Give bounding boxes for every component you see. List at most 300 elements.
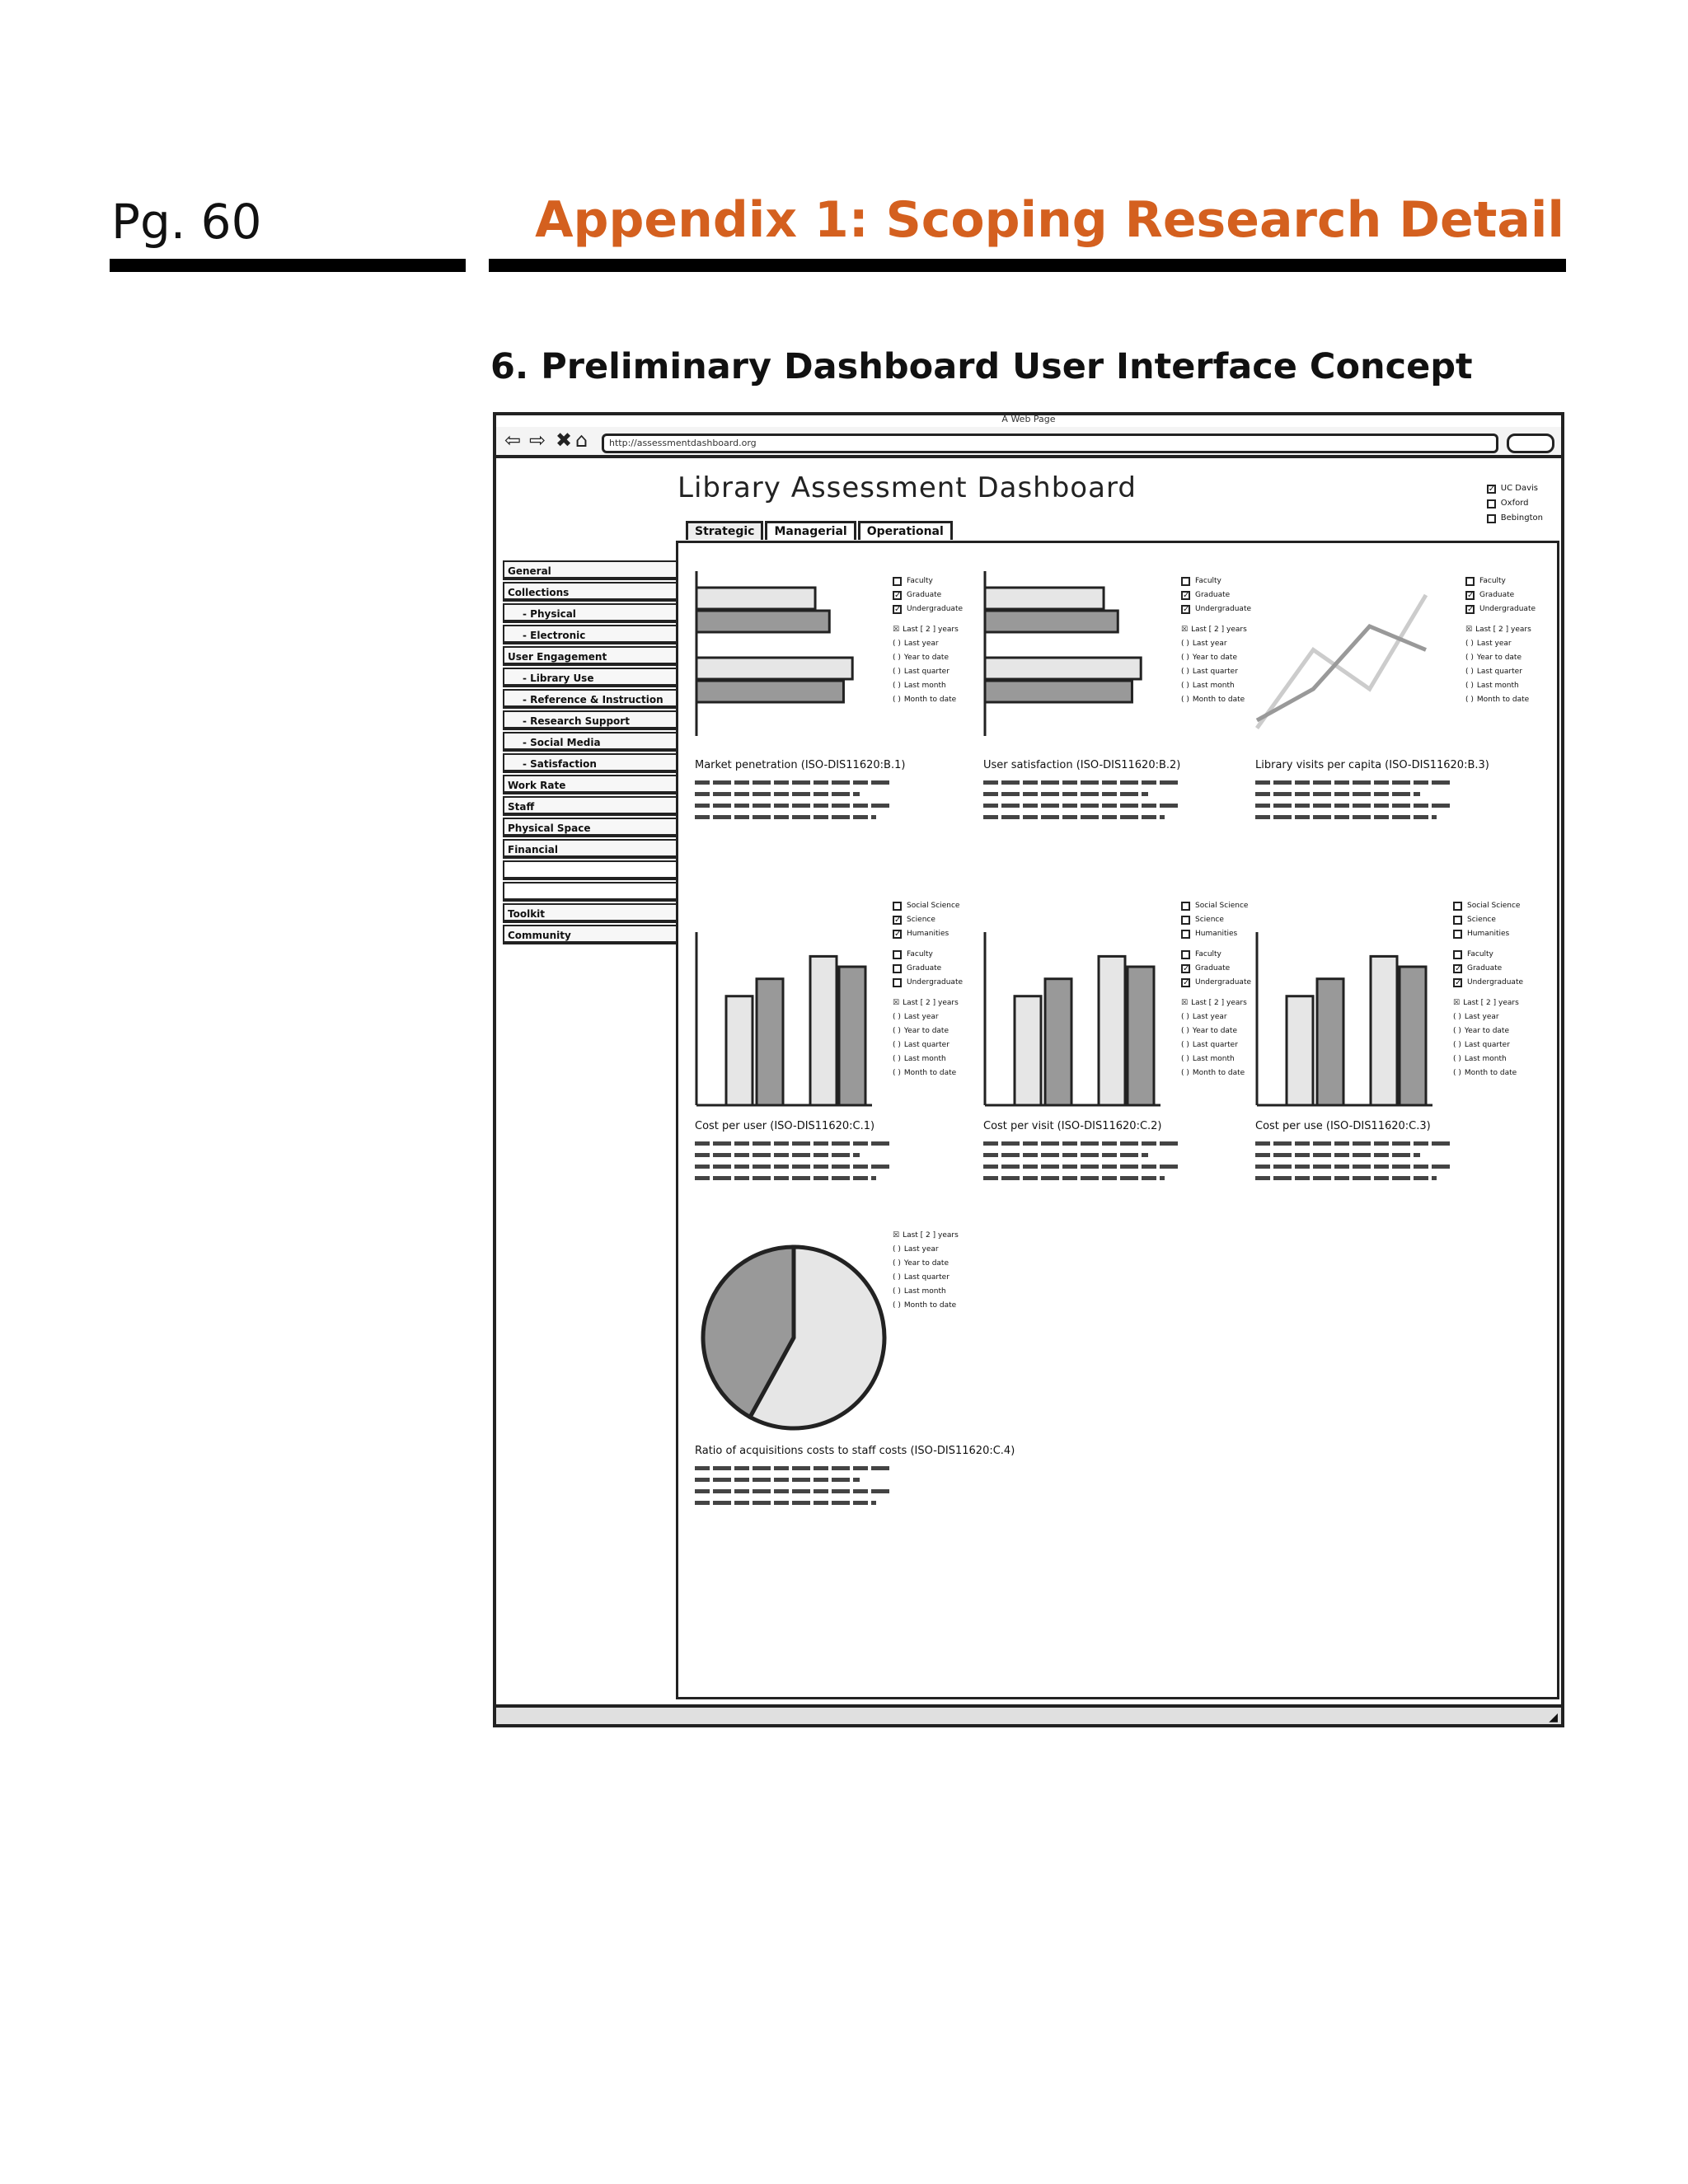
checkbox-icon[interactable] bbox=[1181, 930, 1190, 939]
period-option[interactable] bbox=[893, 1229, 959, 1243]
sidebar-item[interactable]: - Library Use bbox=[503, 668, 679, 687]
chart-widget bbox=[1255, 555, 1536, 884]
period-option[interactable] bbox=[1181, 665, 1251, 679]
period-label: Year to date bbox=[1476, 654, 1522, 662]
radio-icon[interactable]: ( ) bbox=[893, 696, 901, 704]
radio-icon[interactable]: ( ) bbox=[893, 668, 901, 676]
period-option[interactable] bbox=[893, 1010, 963, 1024]
period-option[interactable] bbox=[893, 1066, 963, 1080]
chart-widget bbox=[695, 555, 967, 884]
period-label: Month to date bbox=[903, 1069, 957, 1077]
period-option[interactable] bbox=[1181, 1024, 1251, 1038]
checkbox-label: Oxford bbox=[1500, 499, 1529, 508]
chart-widget bbox=[695, 1206, 1015, 1535]
period-option[interactable] bbox=[1181, 637, 1251, 651]
period-label: Last quarter bbox=[903, 1041, 950, 1049]
checkbox-icon[interactable]: ✓ bbox=[1467, 591, 1475, 600]
radio-icon[interactable]: ☒ bbox=[1181, 626, 1189, 634]
checkbox-icon[interactable]: ✓ bbox=[894, 930, 902, 939]
user-group-checkbox[interactable] bbox=[1453, 948, 1523, 962]
radio-icon[interactable]: ( ) bbox=[1465, 668, 1474, 676]
tab-strategic[interactable]: Strategic bbox=[686, 521, 763, 540]
checkbox-icon[interactable] bbox=[893, 978, 902, 987]
sidebar-item[interactable]: Staff bbox=[503, 796, 679, 816]
sidebar-item[interactable]: - Physical bbox=[503, 603, 679, 623]
filter-options bbox=[893, 574, 963, 707]
period-option[interactable] bbox=[1181, 651, 1251, 665]
user-group-checkbox[interactable] bbox=[893, 976, 963, 990]
period-option[interactable] bbox=[893, 1271, 959, 1285]
chart-widget bbox=[695, 899, 967, 1229]
bar bbox=[985, 658, 1141, 679]
placeholder-line bbox=[695, 1478, 860, 1482]
checkbox-label: Social Science bbox=[1195, 902, 1249, 910]
placeholder-line bbox=[695, 1141, 893, 1146]
sidebar-item[interactable]: General bbox=[503, 560, 679, 580]
section-title: 6. Preliminary Dashboard User Interface Concept bbox=[490, 346, 1473, 387]
period-label: Month to date bbox=[903, 696, 957, 704]
radio-icon[interactable]: ( ) bbox=[1465, 654, 1474, 662]
spacer bbox=[1465, 616, 1536, 623]
radio-icon[interactable]: ( ) bbox=[893, 1055, 901, 1063]
period-option[interactable] bbox=[1453, 1024, 1523, 1038]
chart-caption: Cost per user (ISO-DIS11620:C.1) bbox=[695, 1120, 875, 1132]
radio-icon[interactable]: ( ) bbox=[893, 682, 901, 690]
user-group-checkbox[interactable] bbox=[1181, 574, 1251, 588]
radio-icon[interactable]: ( ) bbox=[893, 1287, 901, 1296]
sidebar-item[interactable]: Work Rate bbox=[503, 775, 679, 794]
checkbox-label: Humanities bbox=[1195, 930, 1238, 938]
discipline-checkbox[interactable] bbox=[1181, 913, 1251, 927]
radio-icon[interactable]: ( ) bbox=[893, 1273, 901, 1282]
radio-icon[interactable]: ☒ bbox=[1453, 999, 1461, 1007]
period-option[interactable] bbox=[893, 693, 963, 707]
period-option[interactable] bbox=[893, 623, 963, 637]
user-group-checkbox[interactable] bbox=[1465, 588, 1536, 602]
radio-icon[interactable]: ( ) bbox=[893, 1301, 901, 1310]
user-group-checkbox[interactable] bbox=[893, 588, 963, 602]
chart-svg bbox=[983, 932, 1160, 1105]
placeholder-line bbox=[1255, 1153, 1420, 1157]
checkbox-label: Graduate bbox=[907, 964, 942, 972]
chart-widget bbox=[983, 555, 1255, 884]
browser-status-bar bbox=[496, 1704, 1561, 1724]
period-option[interactable] bbox=[893, 1257, 959, 1271]
institution-checkbox[interactable] bbox=[1487, 511, 1543, 526]
period-option[interactable] bbox=[1181, 693, 1251, 707]
placeholder-line bbox=[695, 1466, 893, 1470]
sidebar-item[interactable]: User Engagement bbox=[503, 646, 679, 666]
bar bbox=[839, 967, 865, 1105]
checkbox-label: Faculty bbox=[907, 950, 933, 958]
checkbox-icon[interactable] bbox=[893, 902, 902, 911]
user-group-checkbox[interactable] bbox=[893, 574, 963, 588]
radio-icon[interactable]: ( ) bbox=[893, 654, 901, 662]
checkbox-icon[interactable] bbox=[893, 964, 902, 973]
checkbox-label: Science bbox=[1467, 916, 1496, 924]
sidebar-item[interactable]: Physical Space bbox=[503, 818, 679, 837]
placeholder-line bbox=[1255, 1176, 1437, 1180]
series-line bbox=[1257, 626, 1426, 720]
user-group-checkbox[interactable] bbox=[1465, 602, 1536, 616]
period-label: Last quarter bbox=[1464, 1041, 1510, 1049]
user-group-checkbox[interactable] bbox=[1181, 962, 1251, 976]
period-option[interactable] bbox=[1453, 1052, 1523, 1066]
period-label: Last quarter bbox=[903, 668, 950, 676]
checkbox-icon[interactable] bbox=[893, 950, 902, 959]
radio-icon[interactable]: ( ) bbox=[1181, 1013, 1189, 1021]
radio-icon[interactable]: ( ) bbox=[1465, 640, 1474, 648]
period-label: Last month bbox=[1192, 1055, 1235, 1063]
forward-arrow-icon[interactable]: ⇨ bbox=[529, 429, 546, 452]
bar bbox=[985, 611, 1118, 632]
bar bbox=[1128, 967, 1154, 1105]
sidebar-item[interactable]: - Research Support bbox=[503, 710, 679, 730]
checkbox-label: Undergraduate bbox=[1467, 978, 1524, 987]
home-icon[interactable]: ⌂ bbox=[575, 429, 588, 452]
user-group-checkbox[interactable] bbox=[893, 962, 963, 976]
placeholder-line bbox=[695, 780, 893, 785]
radio-icon[interactable]: ( ) bbox=[1181, 1041, 1189, 1049]
checkbox-label: Social Science bbox=[907, 902, 960, 910]
period-option[interactable] bbox=[893, 1024, 963, 1038]
sidebar-item[interactable]: Collections bbox=[503, 582, 679, 602]
radio-icon[interactable]: ( ) bbox=[1453, 1013, 1461, 1021]
discipline-checkbox[interactable] bbox=[1453, 899, 1523, 913]
sidebar-item[interactable]: Community bbox=[503, 925, 679, 944]
placeholder-line bbox=[695, 1489, 893, 1493]
placeholder-text bbox=[1255, 1141, 1453, 1188]
period-option[interactable] bbox=[893, 996, 963, 1010]
period-label: Last year bbox=[1192, 1013, 1227, 1021]
sidebar-item[interactable]: Financial bbox=[503, 839, 679, 859]
user-group-checkbox[interactable] bbox=[1453, 962, 1523, 976]
placeholder-line bbox=[1255, 780, 1453, 785]
radio-icon[interactable]: ( ) bbox=[1465, 682, 1474, 690]
period-label: Last year bbox=[903, 640, 939, 648]
browser-search-field[interactable] bbox=[1507, 434, 1554, 453]
checkbox-icon[interactable]: ✓ bbox=[1467, 605, 1475, 614]
user-group-checkbox[interactable] bbox=[893, 948, 963, 962]
discipline-checkbox[interactable] bbox=[1181, 927, 1251, 941]
radio-icon[interactable]: ( ) bbox=[893, 1013, 901, 1021]
user-group-checkbox[interactable] bbox=[1465, 574, 1536, 588]
placeholder-line bbox=[983, 804, 1181, 808]
checkbox-label: Humanities bbox=[907, 930, 950, 938]
period-label: Last month bbox=[903, 682, 946, 690]
user-group-checkbox[interactable] bbox=[1181, 976, 1251, 990]
radio-icon[interactable]: ☒ bbox=[893, 999, 900, 1007]
chart-svg bbox=[695, 1239, 901, 1436]
period-option[interactable] bbox=[1181, 623, 1251, 637]
placeholder-line bbox=[983, 780, 1181, 785]
period-option[interactable] bbox=[893, 1038, 963, 1052]
period-option[interactable] bbox=[893, 1285, 959, 1299]
user-group-checkbox[interactable] bbox=[893, 602, 963, 616]
placeholder-line bbox=[695, 815, 876, 819]
filter-options bbox=[893, 899, 963, 1080]
checkbox-icon[interactable]: ✓ bbox=[1183, 605, 1190, 614]
period-label: Year to date bbox=[903, 1027, 949, 1035]
radio-icon[interactable]: ( ) bbox=[1181, 682, 1189, 690]
period-option[interactable] bbox=[1465, 679, 1536, 693]
checkbox-label: Graduate bbox=[907, 591, 942, 599]
filter-options bbox=[1453, 899, 1523, 1080]
checkbox-label: Science bbox=[907, 916, 935, 924]
period-label: Last quarter bbox=[1476, 668, 1522, 676]
placeholder-line bbox=[983, 1141, 1181, 1146]
period-option[interactable] bbox=[893, 1243, 959, 1257]
period-option[interactable] bbox=[893, 679, 963, 693]
placeholder-text bbox=[983, 1141, 1181, 1188]
sidebar-item[interactable] bbox=[503, 860, 679, 880]
checkbox-label: Undergraduate bbox=[1195, 605, 1252, 613]
period-option[interactable] bbox=[1181, 1052, 1251, 1066]
chart-svg bbox=[695, 571, 872, 744]
radio-icon[interactable]: ( ) bbox=[893, 1245, 901, 1254]
chart-widget bbox=[983, 899, 1255, 1229]
bar bbox=[810, 956, 837, 1105]
checkbox-label: Undergraduate bbox=[1479, 605, 1536, 613]
placeholder-line bbox=[1255, 804, 1453, 808]
checkbox-label: UC Davis bbox=[1500, 484, 1539, 493]
filter-options bbox=[893, 1229, 959, 1313]
checkbox-icon[interactable] bbox=[1181, 577, 1190, 586]
checkbox-icon[interactable]: ✓ bbox=[1455, 978, 1462, 987]
radio-icon[interactable]: ☒ bbox=[893, 626, 900, 634]
browser-titlebar bbox=[496, 415, 1561, 427]
radio-icon[interactable]: ☒ bbox=[1465, 626, 1473, 634]
checkbox-label: Undergraduate bbox=[907, 978, 964, 987]
period-label: Year to date bbox=[1192, 1027, 1237, 1035]
sidebar-item[interactable]: - Electronic bbox=[503, 625, 679, 644]
checkbox-icon[interactable]: ✓ bbox=[1183, 964, 1190, 973]
institution-checkbox[interactable] bbox=[1487, 481, 1543, 496]
chart-svg bbox=[695, 932, 872, 1105]
checkbox-icon[interactable] bbox=[1465, 577, 1475, 586]
period-option[interactable] bbox=[1465, 665, 1536, 679]
radio-icon[interactable]: ( ) bbox=[1465, 696, 1474, 704]
period-label: Last [ 2 ] years bbox=[1463, 999, 1519, 1007]
chart-caption: Ratio of acquisitions costs to staff costs (ISO-DIS11620:C.4) bbox=[695, 1445, 1015, 1457]
period-label: Last month bbox=[1464, 1055, 1507, 1063]
sidebar-nav bbox=[503, 560, 679, 946]
period-option[interactable] bbox=[1181, 1010, 1251, 1024]
radio-icon[interactable]: ( ) bbox=[893, 1069, 901, 1077]
period-option[interactable] bbox=[1453, 1066, 1523, 1080]
placeholder-text bbox=[695, 1141, 893, 1188]
resize-grip-icon[interactable]: ◢ bbox=[1549, 1711, 1558, 1724]
checkbox-icon[interactable] bbox=[1181, 902, 1190, 911]
checkbox-label: Graduate bbox=[1195, 964, 1231, 972]
discipline-checkbox[interactable] bbox=[1453, 913, 1523, 927]
period-option[interactable] bbox=[893, 637, 963, 651]
sidebar-item[interactable]: Toolkit bbox=[503, 903, 679, 923]
bar bbox=[1400, 967, 1426, 1105]
chart-caption: Cost per use (ISO-DIS11620:C.3) bbox=[1255, 1120, 1431, 1132]
period-label: Last [ 2 ] years bbox=[903, 626, 959, 634]
period-option[interactable] bbox=[1181, 1038, 1251, 1052]
user-group-checkbox[interactable] bbox=[1181, 588, 1251, 602]
period-label: Last [ 2 ] years bbox=[1191, 626, 1247, 634]
checkbox-icon[interactable] bbox=[1453, 902, 1462, 911]
period-label: Month to date bbox=[1192, 696, 1245, 704]
institution-checkbox[interactable] bbox=[1487, 496, 1543, 511]
chart-svg bbox=[983, 571, 1160, 744]
bar bbox=[726, 996, 753, 1105]
checkbox-icon[interactable] bbox=[1487, 514, 1496, 523]
sidebar-item[interactable] bbox=[503, 882, 679, 902]
period-label: Month to date bbox=[903, 1301, 957, 1310]
checkbox-label: Bebington bbox=[1500, 513, 1543, 523]
period-option[interactable] bbox=[1453, 996, 1523, 1010]
user-group-checkbox[interactable] bbox=[1181, 948, 1251, 962]
bar bbox=[1099, 956, 1125, 1105]
sidebar-item[interactable]: - Social Media bbox=[503, 732, 679, 752]
chart-widget bbox=[1255, 899, 1527, 1229]
checkbox-icon[interactable]: ✓ bbox=[1183, 591, 1190, 600]
placeholder-line bbox=[695, 1165, 893, 1169]
user-group-checkbox[interactable] bbox=[1181, 602, 1251, 616]
chart-caption: Market penetration (ISO-DIS11620:B.1) bbox=[695, 759, 906, 771]
radio-icon[interactable]: ( ) bbox=[1453, 1027, 1461, 1035]
tab-managerial[interactable]: Managerial bbox=[765, 521, 856, 540]
period-option[interactable] bbox=[1465, 651, 1536, 665]
discipline-checkbox[interactable] bbox=[1453, 927, 1523, 941]
bar bbox=[696, 681, 843, 702]
checkbox-icon[interactable]: ✓ bbox=[1455, 964, 1462, 973]
period-option[interactable] bbox=[1181, 996, 1251, 1010]
period-label: Last year bbox=[903, 1013, 939, 1021]
period-option[interactable] bbox=[1181, 679, 1251, 693]
checkbox-icon[interactable] bbox=[1453, 950, 1462, 959]
checkbox-icon[interactable]: ✓ bbox=[1183, 978, 1190, 987]
filter-options bbox=[1181, 574, 1251, 707]
close-icon[interactable]: ✖ bbox=[556, 429, 573, 452]
sidebar-item[interactable]: - Satisfaction bbox=[503, 753, 679, 773]
user-group-checkbox[interactable] bbox=[1453, 976, 1523, 990]
placeholder-text bbox=[695, 780, 893, 827]
checkbox-icon[interactable] bbox=[1453, 916, 1462, 925]
period-label: Last month bbox=[903, 1287, 946, 1296]
checkbox-icon[interactable] bbox=[893, 577, 902, 586]
checkbox-label: Faculty bbox=[1479, 577, 1506, 585]
radio-icon[interactable]: ( ) bbox=[893, 1259, 901, 1268]
spacer bbox=[1181, 941, 1251, 948]
radio-icon[interactable]: ( ) bbox=[1181, 1027, 1189, 1035]
period-option[interactable] bbox=[1465, 623, 1536, 637]
radio-icon[interactable]: ( ) bbox=[893, 640, 901, 648]
period-label: Last [ 2 ] years bbox=[903, 999, 959, 1007]
institution-filter bbox=[1487, 481, 1543, 526]
checkbox-label: Faculty bbox=[1195, 950, 1221, 958]
dashboard-title: Library Assessment Dashboard bbox=[678, 471, 1137, 504]
period-option[interactable] bbox=[1453, 1038, 1523, 1052]
period-label: Month to date bbox=[1476, 696, 1530, 704]
checkbox-icon[interactable]: ✓ bbox=[894, 605, 902, 614]
page-number: Pg. 60 bbox=[111, 194, 262, 250]
placeholder-line bbox=[1255, 1141, 1453, 1146]
radio-icon[interactable]: ( ) bbox=[1181, 668, 1189, 676]
period-option[interactable] bbox=[1181, 1066, 1251, 1080]
radio-icon[interactable]: ( ) bbox=[1453, 1041, 1461, 1049]
spacer bbox=[1453, 990, 1523, 996]
period-option[interactable] bbox=[893, 665, 963, 679]
url-bar[interactable]: http://assessmentdashboard.org bbox=[602, 434, 1498, 453]
checkbox-icon[interactable] bbox=[1453, 930, 1462, 939]
period-label: Last quarter bbox=[1192, 668, 1238, 676]
period-label: Last year bbox=[903, 1245, 939, 1254]
back-arrow-icon[interactable]: ⇦ bbox=[504, 429, 522, 452]
period-label: Month to date bbox=[1192, 1069, 1245, 1077]
spacer bbox=[893, 616, 963, 623]
checkbox-label: Social Science bbox=[1467, 902, 1521, 910]
checkbox-icon[interactable]: ✓ bbox=[894, 591, 902, 600]
period-option[interactable] bbox=[1453, 1010, 1523, 1024]
header-rule-left bbox=[110, 259, 466, 272]
radio-icon[interactable]: ( ) bbox=[1181, 640, 1189, 648]
checkbox-label: Graduate bbox=[1479, 591, 1515, 599]
placeholder-line bbox=[1255, 815, 1437, 819]
radio-icon[interactable]: ( ) bbox=[1181, 1055, 1189, 1063]
checkbox-label: Faculty bbox=[1467, 950, 1493, 958]
radio-icon[interactable]: ☒ bbox=[1181, 999, 1189, 1007]
period-option[interactable] bbox=[1465, 693, 1536, 707]
browser-mockup bbox=[493, 412, 1564, 1727]
chart-svg bbox=[1255, 571, 1432, 744]
spacer bbox=[893, 941, 963, 948]
period-label: Last year bbox=[1476, 640, 1512, 648]
period-label: Last quarter bbox=[1192, 1041, 1238, 1049]
checkbox-icon[interactable] bbox=[1487, 499, 1496, 509]
radio-icon[interactable]: ( ) bbox=[893, 1027, 901, 1035]
radio-icon[interactable]: ( ) bbox=[1181, 654, 1189, 662]
bar bbox=[1015, 996, 1041, 1105]
placeholder-text bbox=[983, 780, 1181, 827]
page-heading: Appendix 1: Scoping Research Detail bbox=[535, 191, 1564, 249]
checkbox-icon[interactable]: ✓ bbox=[894, 916, 902, 925]
radio-icon[interactable]: ( ) bbox=[893, 1041, 901, 1049]
period-option[interactable] bbox=[1465, 637, 1536, 651]
placeholder-line bbox=[695, 1501, 876, 1505]
checkbox-icon[interactable] bbox=[1181, 916, 1190, 925]
tab-operational[interactable]: Operational bbox=[858, 521, 953, 540]
checkbox-icon[interactable] bbox=[1181, 950, 1190, 959]
period-option[interactable] bbox=[893, 651, 963, 665]
radio-icon[interactable]: ( ) bbox=[1453, 1069, 1461, 1077]
dashboard-tabs bbox=[686, 521, 954, 540]
discipline-checkbox[interactable] bbox=[893, 927, 963, 941]
checkbox-label: Graduate bbox=[1467, 964, 1503, 972]
period-option[interactable] bbox=[893, 1299, 959, 1313]
checkbox-label: Undergraduate bbox=[907, 605, 964, 613]
radio-icon[interactable]: ( ) bbox=[1181, 696, 1189, 704]
checkbox-label: Undergraduate bbox=[1195, 978, 1252, 987]
radio-icon[interactable]: ☒ bbox=[893, 1231, 900, 1240]
checkbox-icon[interactable]: ✓ bbox=[1488, 484, 1496, 494]
discipline-checkbox[interactable] bbox=[893, 913, 963, 927]
radio-icon[interactable]: ( ) bbox=[1181, 1069, 1189, 1077]
period-label: Last year bbox=[1192, 640, 1227, 648]
radio-icon[interactable]: ( ) bbox=[1453, 1055, 1461, 1063]
filter-options bbox=[1465, 574, 1536, 707]
discipline-checkbox[interactable] bbox=[893, 899, 963, 913]
sidebar-item[interactable]: - Reference & Instruction bbox=[503, 689, 679, 709]
discipline-checkbox[interactable] bbox=[1181, 899, 1251, 913]
placeholder-line bbox=[983, 792, 1148, 796]
period-option[interactable] bbox=[893, 1052, 963, 1066]
spacer bbox=[893, 990, 963, 996]
